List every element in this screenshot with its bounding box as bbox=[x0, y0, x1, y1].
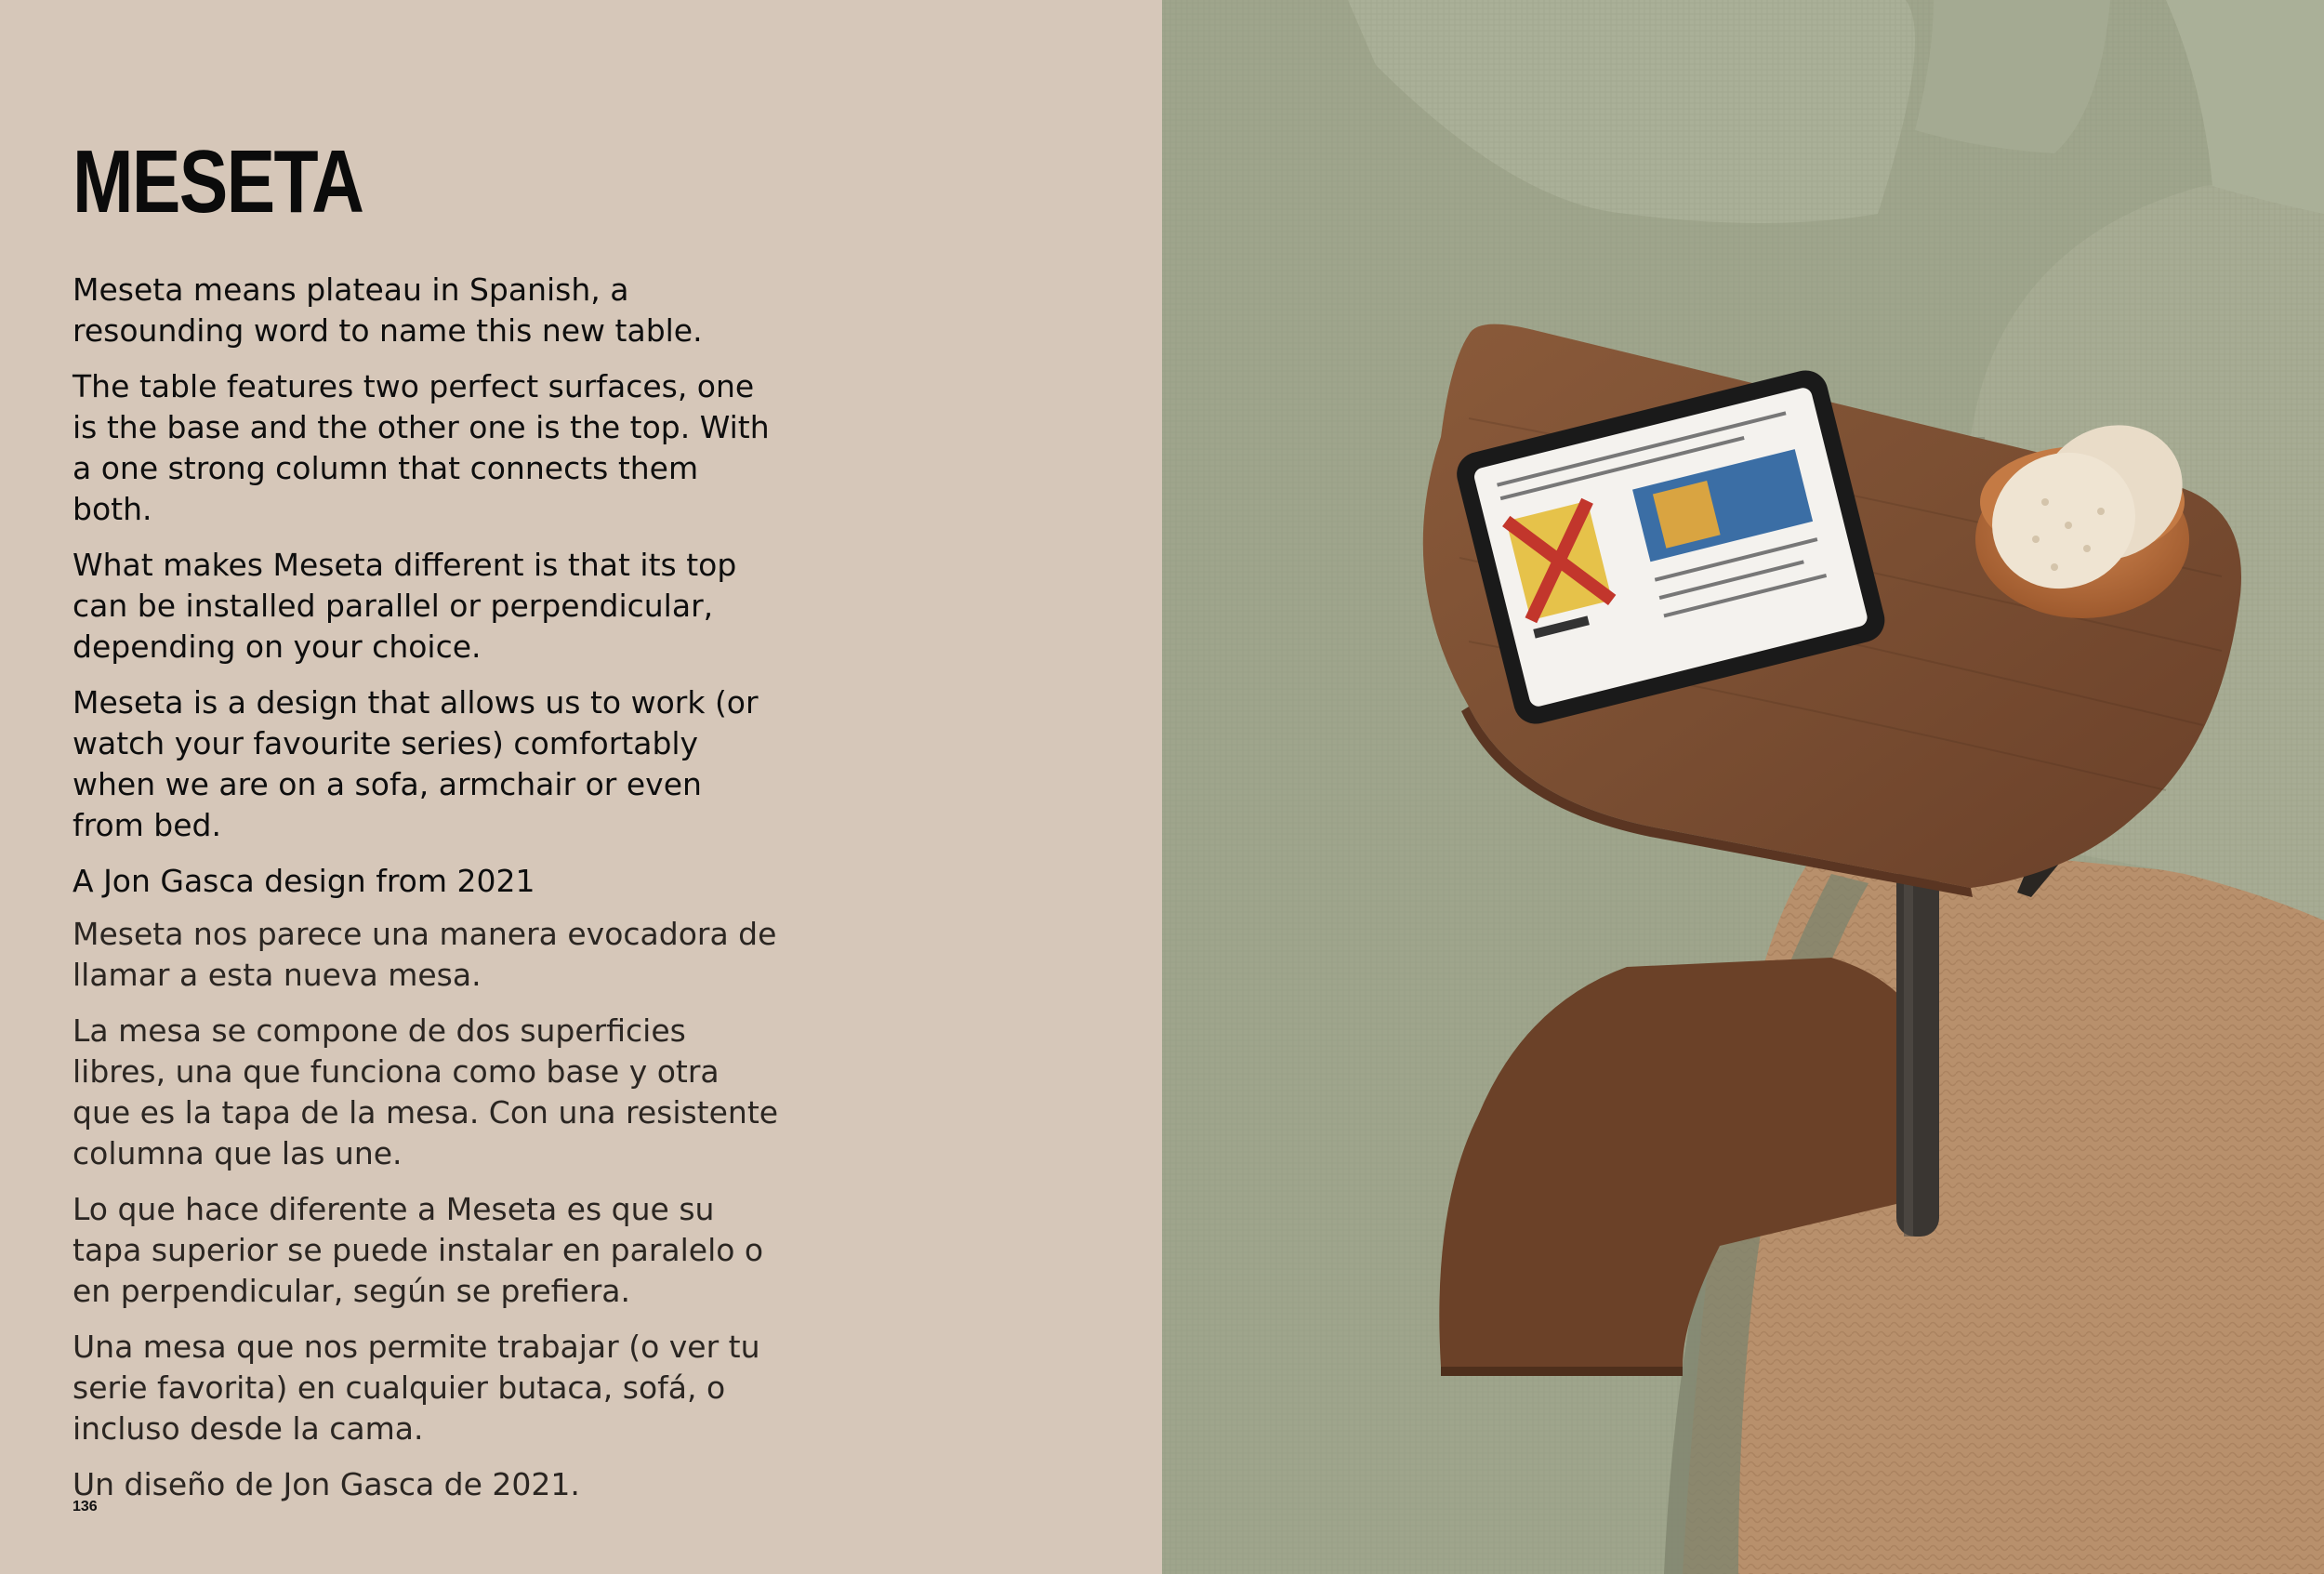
spanish-paragraph: Meseta nos parece una manera evocadora de llamar a esta nueva mesa. bbox=[73, 916, 777, 993]
table-column bbox=[1896, 865, 1939, 1237]
product-photo bbox=[1162, 0, 2324, 1574]
page-title: MESETA bbox=[73, 132, 363, 231]
spanish-paragraph: Lo que hace diferente a Meseta es que su tapa superior se puede instalar en paralelo o en perpendicular, según se prefiera. bbox=[73, 1191, 764, 1309]
english-paragraph: A Jon Gasca design from 2021 bbox=[73, 863, 535, 899]
english-description bbox=[73, 270, 779, 917]
meseta-table-scene bbox=[1162, 0, 2324, 1574]
spanish-description bbox=[73, 914, 779, 1520]
english-paragraph: Meseta means plateau in Spanish, a resounding word to name this new table. bbox=[73, 271, 703, 349]
english-paragraph: The table features two perfect surfaces, one is the base and the other one is the top. With a one strong column that connects them both. bbox=[73, 368, 770, 527]
english-paragraph: What makes Meseta different is that its top can be installed parallel or perpendicular, depending on your choice. bbox=[73, 547, 737, 665]
spanish-paragraph: La mesa se compone de dos superficies libres, una que funciona como base y otra que es la tapa de la mesa. Con una resistente columna que las une. bbox=[73, 1012, 779, 1171]
spanish-paragraph: Una mesa que nos permite trabajar (o ver tu serie favorita) en cualquier butaca, sofá, o incluso desde la cama. bbox=[73, 1329, 760, 1447]
english-paragraph: Meseta is a design that allows us to work (or watch your favourite series) comfortably when we are on a sofa, armchair or even from bed. bbox=[73, 684, 759, 843]
page-number: 136 bbox=[73, 1499, 98, 1514]
spanish-paragraph: Un diseño de Jon Gasca de 2021. bbox=[73, 1466, 580, 1502]
